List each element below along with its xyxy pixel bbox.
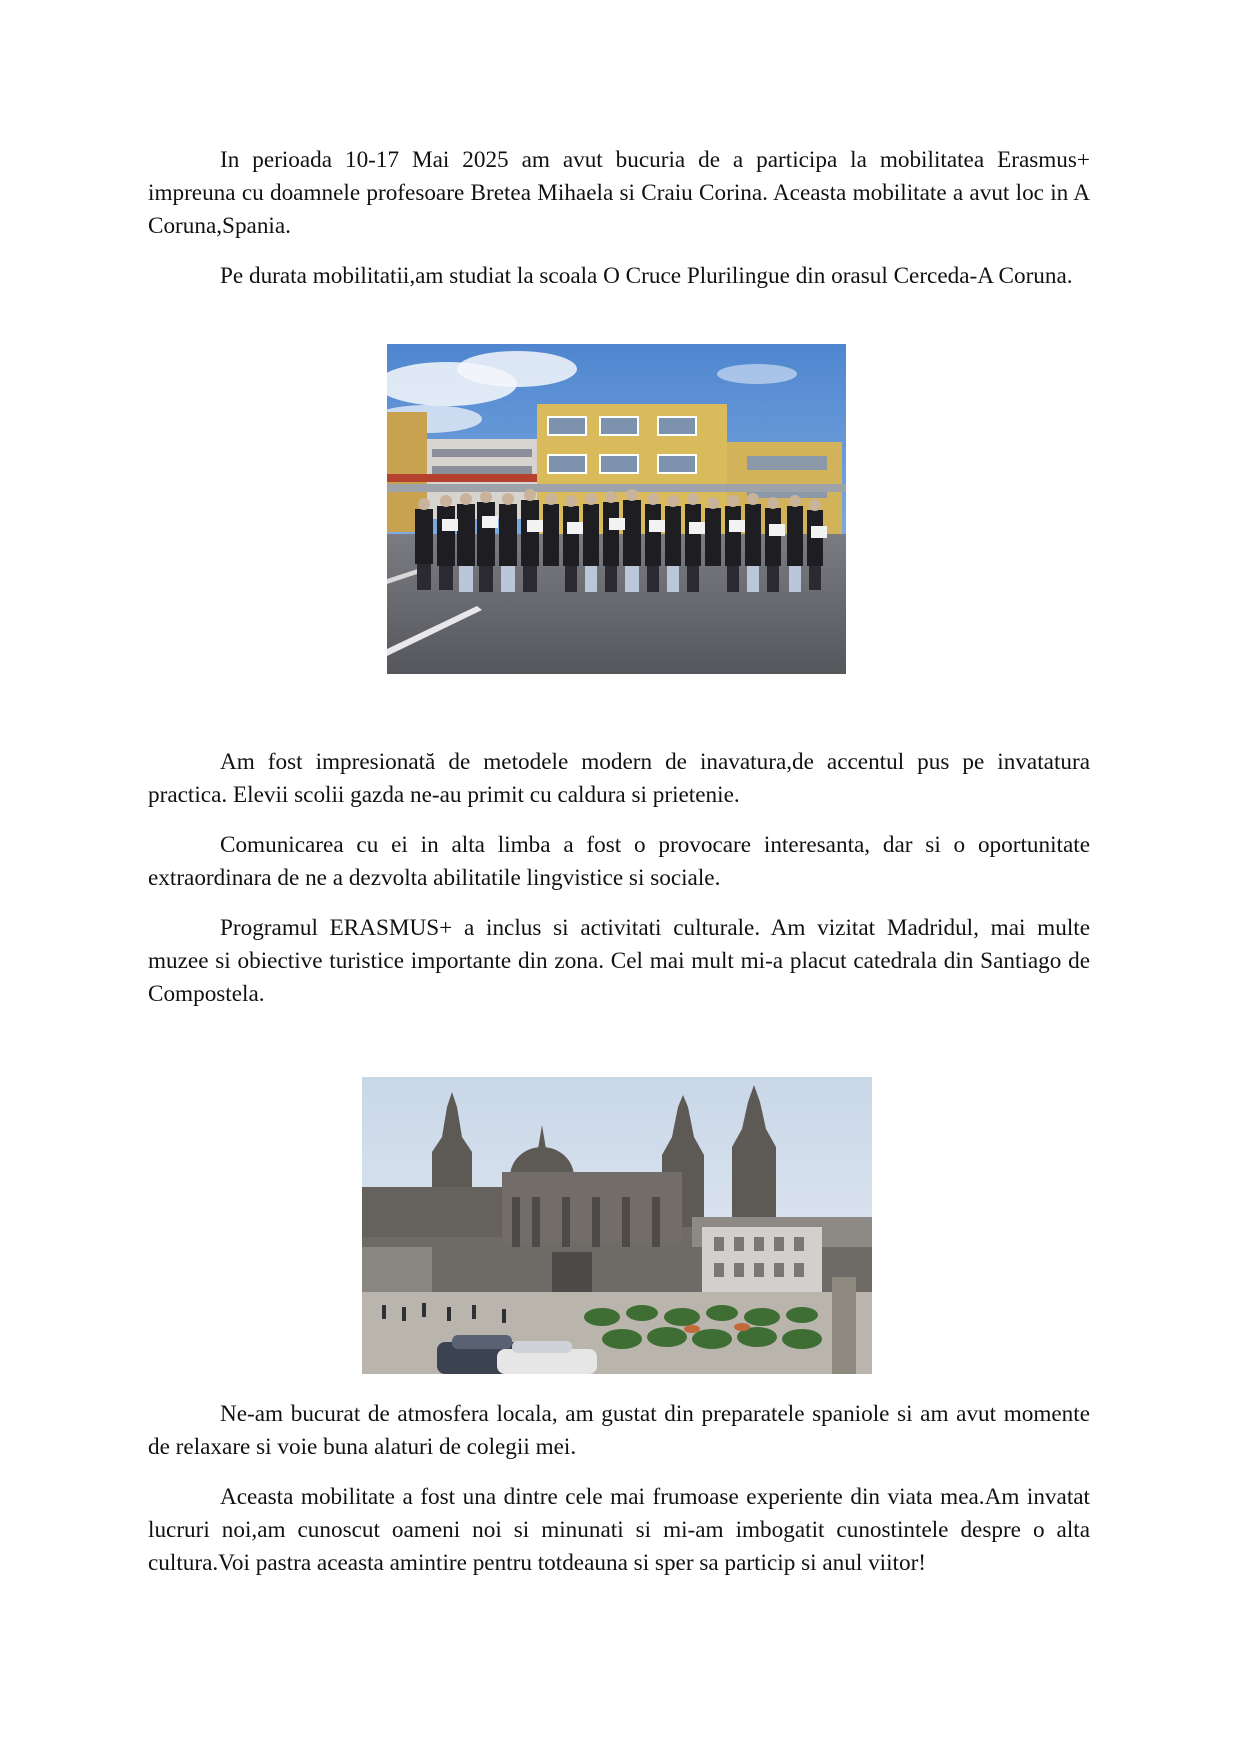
paragraph-atmosphere: Ne-am bucurat de atmosfera locala, am gustat din preparatele spaniole si am avut momente de relaxare si voie buna alaturi de colegii mei.	[148, 1401, 1090, 1460]
paragraph-impressions: Am fost impresionată de metodele modern de inavatura,de accentul pus pe invatatura practica. Elevii scolii gazda ne-au primit cu caldura si prietenie.	[148, 749, 1090, 808]
cathedral-photo	[362, 1077, 872, 1374]
school-group-photo	[387, 344, 846, 674]
paragraph-intro: In perioada 10-17 Mai 2025 am avut bucuria de a participa la mobilitatea Erasmus+ impreuna cu doamnele profesoare Bretea Mihaela si Craiu Corina. Aceasta mobilitate a avut loc in A Coruna,Spania.	[148, 147, 1090, 239]
paragraph-cultural: Programul ERASMUS+ a inclus si activitati culturale. Am vizitat Madridul, mai multe muzee si obiective turistice importante din zona. Cel mai mult mi-a placut catedrala din Santiago de Compostela.	[148, 915, 1090, 1007]
paragraph-communication: Comunicarea cu ei in alta limba a fost o provocare interesanta, dar si o oportunitate extraordinara de ne a dezvolta abilitatile lingvistice si sociale.	[148, 832, 1090, 891]
paragraph-conclusion: Aceasta mobilitate a fost una dintre cele mai frumoase experiente din viata mea.Am invatat lucruri noi,am cunoscut oameni noi si minunati si mi-am imbogatit cunostintele despre o alta cultura.Voi pastra aceasta amintire pentru totdeauna si sper sa particip si anul viitor!	[148, 1484, 1090, 1576]
cathedral-photo-graphic	[362, 1077, 872, 1374]
school-group-photo-graphic	[387, 344, 846, 674]
paragraph-school: Pe durata mobilitatii,am studiat la scoala O Cruce Plurilingue din orasul Cerceda-A Coruna.	[220, 263, 1073, 289]
